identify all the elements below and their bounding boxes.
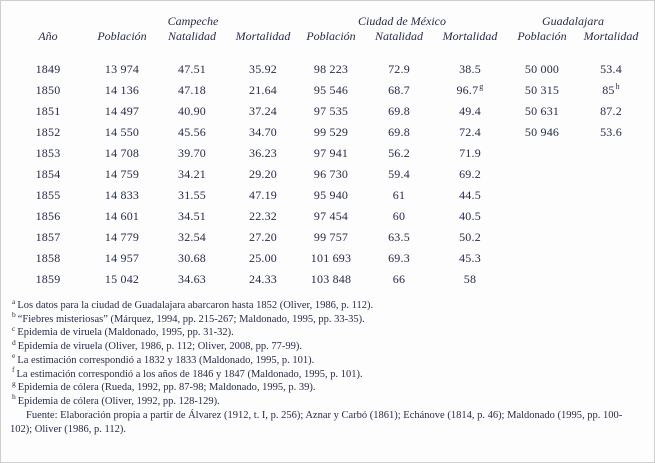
table-group-header-row [10, 14, 642, 28]
cell-campeche-mortalidad: 47.19 [249, 188, 277, 202]
cell-mexico-natalidad: 69.8 [388, 104, 410, 118]
cell-campeche-natalidad: 31.55 [178, 188, 206, 202]
footnote-text: Los datos para la ciudad de Guadalajara abarcaron hasta 1852 (Oliver, 1986, p. 112). [17, 300, 374, 311]
cell-mexico-natalidad: 63.5 [388, 230, 410, 244]
cell-mexico-natalidad: 59.4 [388, 167, 410, 181]
cell-mexico-natalidad: 72.9 [388, 62, 410, 76]
cell-ano: 1851 [35, 104, 61, 118]
cell-campeche-poblacion: 14 759 [104, 167, 140, 181]
cell-campeche-mortalidad: 21.64 [249, 83, 277, 97]
cell-mexico-mortalidad: 69.2 [459, 167, 481, 181]
footnote-text: Epidemia de cólera (Oliver, 1992, pp. 128-129). [17, 395, 220, 407]
cell-campeche-poblacion: 14 601 [104, 209, 140, 223]
cell-mexico-poblacion: 97 941 [313, 146, 349, 160]
cell-campeche-poblacion: 13 974 [104, 62, 140, 76]
cell-ano: 1852 [35, 125, 61, 139]
footnote-e [12, 351, 647, 368]
cell-campeche-poblacion: 14 497 [104, 104, 140, 118]
footnotes-block [12, 296, 647, 409]
cell-campeche-poblacion: 14 550 [104, 125, 140, 139]
footnote-marker-e: e [12, 351, 16, 361]
cell-campeche-poblacion: 15 042 [104, 272, 140, 286]
cell-campeche-mortalidad: 25.00 [249, 251, 277, 265]
column-header-campeche-natalidad: Natalidad [167, 29, 216, 43]
cell-guadalajara-mortalidad: 87.2 [600, 104, 622, 118]
cell-mexico-natalidad: 66 [392, 272, 406, 286]
cell-mexico-poblacion: 95 546 [313, 83, 349, 97]
cell-mexico-mortalidad: 49.4 [459, 104, 481, 118]
cell-guadalajara-mortalidad: 85$^h$ [602, 82, 620, 97]
table-row-1852 [10, 122, 642, 143]
table-row-1853 [10, 143, 642, 164]
cell-guadalajara-mortalidad: 53.6 [600, 125, 622, 139]
table-row-1855 [10, 185, 642, 206]
cell-mexico-poblacion: 101 693 [310, 251, 352, 265]
cell-mexico-poblacion: 99 529 [313, 125, 349, 139]
column-header-ano: Año [38, 29, 58, 43]
cell-guadalajara-poblacion: 50 631 [524, 104, 560, 118]
table-row-1858 [10, 248, 642, 269]
column-header-guadalajara-mortalidad: Mortalidad [583, 29, 639, 43]
table-row-1849 [10, 59, 642, 80]
cell-campeche-mortalidad: 35.92 [249, 62, 277, 76]
cell-mexico-poblacion: 99 757 [313, 230, 349, 244]
cell-campeche-poblacion: 14 833 [104, 188, 140, 202]
cell-ano: 1859 [35, 272, 61, 286]
table-row-1856 [10, 206, 642, 227]
cell-mexico-poblacion: 97 535 [313, 104, 349, 118]
column-header-campeche-mortalidad: Mortalidad [235, 29, 291, 43]
footnote-g [12, 378, 647, 395]
cell-campeche-natalidad: 47.18 [178, 83, 206, 97]
cell-mexico-natalidad: 68.7 [388, 83, 410, 97]
cell-ano: 1850 [35, 83, 61, 97]
cell-ano: 1854 [35, 167, 61, 181]
column-header-campeche-poblacion: Población [97, 29, 147, 43]
cell-mexico-mortalidad: 96.7$^g$ [456, 82, 484, 97]
footnote-text: La estimación correspondió a los años de 1846 y 1847 (Maldonado, 1995, p. 101). [16, 368, 363, 380]
column-header-mexico-poblacion: Población [306, 29, 356, 43]
cell-campeche-natalidad: 39.70 [178, 146, 206, 160]
cell-ano: 1856 [35, 209, 61, 223]
column-header-guadalajara-poblacion: Población [517, 29, 567, 43]
cell-campeche-mortalidad: 24.33 [249, 272, 277, 286]
cell-campeche-poblacion: 14 957 [104, 251, 140, 265]
table-row-1859 [10, 269, 642, 290]
cell-campeche-poblacion: 14 779 [104, 230, 140, 244]
footnote-marker-g: g [12, 378, 16, 388]
cell-campeche-poblacion: 14 708 [104, 146, 140, 160]
footnote-marker-d: d [12, 337, 16, 347]
footnote-marker-h: h [12, 392, 16, 402]
cell-mexico-natalidad: 69.3 [388, 251, 410, 265]
cell-mexico-mortalidad: 71.9 [459, 146, 481, 160]
footnote-ref-h: h [615, 82, 620, 91]
cell-ano: 1857 [35, 230, 61, 244]
cell-campeche-natalidad: 47.51 [178, 62, 206, 76]
cell-mexico-poblacion: 97 454 [313, 209, 349, 223]
cell-campeche-mortalidad: 27.20 [249, 230, 277, 244]
cell-campeche-natalidad: 32.54 [178, 230, 206, 244]
cell-mexico-mortalidad: 50.2 [459, 230, 481, 244]
footnote-text: “Fiebres misteriosas” (Márquez, 1994, pp. 215-267; Maldonado, 1995, pp. 33-35). [17, 313, 365, 325]
cell-ano: 1853 [35, 146, 61, 160]
cell-guadalajara-poblacion: 50 000 [524, 62, 560, 76]
table-column-header-row [10, 29, 642, 44]
footnote-ref-g: g [479, 82, 484, 91]
cell-campeche-natalidad: 30.68 [178, 251, 206, 265]
cell-campeche-mortalidad: 37.24 [249, 104, 277, 118]
footnote-marker-f: f [12, 365, 15, 375]
cell-ano: 1849 [35, 62, 61, 76]
table-row-1850 [10, 80, 642, 101]
footnote-a [12, 296, 647, 313]
cell-mexico-natalidad: 60 [392, 209, 406, 223]
footnote-text: Epidemia de viruela (Maldonado, 1995, pp. 31-32). [17, 327, 234, 339]
footnote-text: La estimación correspondió a 1832 y 1833 (Maldonado, 1995, p. 101). [17, 354, 315, 366]
cell-ano: 1858 [35, 251, 61, 265]
cell-campeche-mortalidad: 34.70 [249, 125, 277, 139]
cell-mexico-natalidad: 56.2 [388, 146, 410, 160]
cell-guadalajara-poblacion: 50 315 [524, 83, 560, 97]
cell-campeche-mortalidad: 29.20 [249, 167, 277, 181]
table-row-1851 [10, 101, 642, 122]
column-header-mexico-natalidad: Natalidad [374, 29, 423, 43]
cell-guadalajara-mortalidad: 53.4 [600, 62, 622, 76]
cell-mexico-natalidad: 61 [392, 188, 406, 202]
footnote-marker-a: a [12, 296, 16, 306]
source-note: Fuente: Elaboración propia a partir de Álvarez (1912, t. I, p. 256); Aznar y Carbó (1861); Echánove (1814, p. 46); Maldonado (1995, pp. 100-102); Oliver (1986, p. 112). [10, 409, 623, 435]
footnote-c [12, 323, 647, 340]
group-header-campeche: Campeche [167, 14, 219, 28]
cell-mexico-mortalidad: 72.4 [459, 125, 481, 139]
cell-ano: 1855 [35, 188, 61, 202]
demography-table [10, 14, 647, 290]
footnote-text: Epidemia de viruela (Oliver, 1986, p. 112; Oliver, 2008, pp. 77-99). [17, 341, 302, 353]
footnote-text: Epidemia de cólera (Rueda, 1992, pp. 87-98; Maldonado, 1995, p. 39). [17, 382, 316, 394]
cell-mexico-mortalidad: 40.5 [459, 209, 481, 223]
cell-campeche-natalidad: 34.63 [178, 272, 206, 286]
cell-mexico-poblacion: 95 940 [313, 188, 349, 202]
cell-mexico-poblacion: 96 730 [313, 167, 349, 181]
cell-mexico-mortalidad: 38.5 [459, 62, 481, 76]
cell-guadalajara-poblacion: 50 946 [524, 125, 560, 139]
table-row-1854 [10, 164, 642, 185]
cell-mexico-mortalidad: 58 [463, 272, 477, 286]
cell-mexico-mortalidad: 44.5 [459, 188, 481, 202]
cell-mexico-poblacion: 103 848 [310, 272, 352, 286]
footnote-marker-b: b [12, 310, 16, 320]
group-header-ciudad-de-mexico: Ciudad de México [358, 14, 446, 28]
cell-campeche-mortalidad: 22.32 [249, 209, 277, 223]
footnote-f [12, 365, 647, 382]
cell-campeche-natalidad: 40.90 [178, 104, 206, 118]
cell-campeche-poblacion: 14 136 [104, 83, 140, 97]
cell-mexico-mortalidad: 45.3 [459, 251, 481, 265]
table-row-1857 [10, 227, 642, 248]
cell-mexico-poblacion: 98 223 [313, 62, 349, 76]
table-body [10, 59, 647, 290]
footnote-d [12, 337, 647, 354]
footnote-marker-c: c [12, 323, 16, 333]
group-header-guadalajara: Guadalajara [541, 14, 604, 28]
cell-campeche-natalidad: 34.21 [178, 167, 206, 181]
column-header-mexico-mortalidad: Mortalidad [442, 29, 498, 43]
cell-campeche-natalidad: 34.51 [178, 209, 206, 223]
footnote-b [12, 310, 647, 327]
cell-campeche-natalidad: 45.56 [178, 125, 206, 139]
cell-mexico-natalidad: 69.8 [388, 125, 410, 139]
cell-campeche-mortalidad: 36.23 [249, 146, 277, 160]
footnote-h [12, 392, 647, 409]
